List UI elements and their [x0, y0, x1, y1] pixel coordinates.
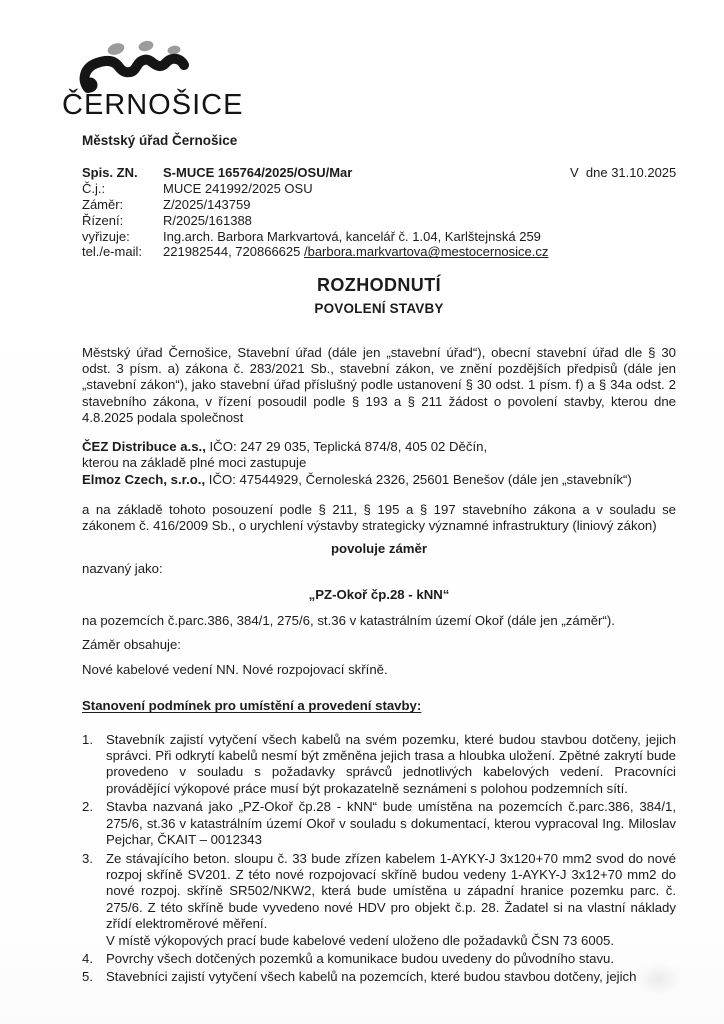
named-as-label: nazvaný jako: — [82, 561, 163, 577]
condition-item-1 — [82, 732, 676, 798]
meta-label: Záměr: — [82, 197, 124, 212]
contact-officer: Ing.arch. Barbora Markvartová, kancelář č. 1.04, Karlštejnská 259 — [163, 228, 541, 244]
parcels-line: na pozemcích č.parc.386, 384/1, 275/6, st.36 v katastrálním území Okoř (dále jen „záměr“). — [82, 613, 615, 629]
paragraph-intro: Městský úřad Černošice, Stavební úřad (dále jen „stavební úřad“), obecní stavební úřad dle § 30 odst. 3 písm. a) zákona č. 283/2021 Sb., stavební zákon, ve znění pozdějších předpisů (dále jen „stavební zákon“), jako stavební úřad příslušný podle ustanovení § 30 odst. 1 písm. f) a § 34a odst. 2 stavebního zákona, v řízení posoudil podle § 193 a § 211 žádost o povolení stavby, kterou dne 4.8.2025 podala společnost — [82, 344, 676, 426]
logo — [62, 38, 724, 120]
condition-number: 4. — [82, 950, 93, 966]
paragraph-legal-basis: a na základě tohoto posouzení podle § 211, § 195 a § 197 stavebního zákona a v souladu se zákonem č. 416/2009 Sb., o urychlení výstavby strategicky významné infrastruktury (liniový zákon) — [82, 502, 676, 534]
meta-value: Z/2025/143759 — [163, 197, 251, 212]
document-title: ROZHODNUTÍ — [317, 275, 441, 296]
representative-details: IČO: 47544929, Černoleská 2326, 25601 Benešov (dále jen „stavebník“) — [205, 472, 632, 488]
applicant-name: ČEZ Distribuce a.s., — [82, 438, 206, 454]
condition-text — [106, 851, 676, 949]
contact-phone-email — [163, 244, 676, 260]
meta-label: Č.j.: — [82, 181, 106, 197]
contact-label-tel-email: tel./e-mail: — [82, 244, 142, 260]
authority-name: Městský úřad Černošice — [82, 133, 238, 148]
condition-item-3 — [82, 851, 676, 949]
title-block — [82, 275, 676, 317]
contact-email-link: /barbora.markvartova@mestocernosice.cz — [303, 244, 549, 260]
applicant-details: IČO: 247 29 035, Teplická 874/8, 405 02 Děčín, — [205, 438, 488, 454]
applicant-line — [82, 439, 676, 456]
document-date: V dne 31.10.2025 — [570, 165, 677, 181]
contact-values — [163, 229, 676, 261]
meta-row-zamer — [82, 197, 676, 213]
contains-text: Nové kabelové vedení NN. Nové rozpojovací skříně. — [82, 661, 388, 677]
document-subtitle: POVOLENÍ STAVBY — [314, 301, 444, 317]
condition-text-note: V místě výkopových prací bude kabelové vedení uloženo dle požadavků ČSN 73 6005. — [106, 932, 615, 948]
condition-number: 2. — [82, 799, 93, 815]
condition-item-4 — [82, 951, 676, 967]
contains-label: Záměr obsahuje: — [82, 637, 181, 653]
conditions-heading: Stanovení podmínek pro umístění a provedení stavby: — [82, 698, 422, 714]
condition-text: Stavebník zajistí vytyčení všech kabelů na svém pozemku, které budou stavbou dotčeny, jejich správci. Při odkrytí kabelů nesmí být změněna jejich trasa a hloubka uložení. Zpětné zakrytí bude provedeno v souladu s požadavky správců jednotlivých kabelových vedení. Pracovníci provádějící výkopové práce musí být prokazatelně seznámeni s polohou podzemních sítí. — [106, 731, 676, 796]
condition-text: Stavba nazvaná jako „PZ-Okoř čp.28 - kNN“ bude umístěna na pozemcích č.parc.386, 384/1, 275/6, st.36 v katastrálním území Okoř v souladu s dokumentací, kterou vypracoval Ing. Miloslav Pejchar, ČKAIT – 0012343 — [106, 799, 676, 848]
condition-text: Povrchy všech dotčených pozemků a komunikace budou uvedeny do původního stavu. — [106, 950, 615, 966]
reference-block — [82, 165, 676, 260]
meta-value: MUCE 241992/2025 OSU — [163, 181, 313, 197]
contact-phones: 221982544, 720866625 — [163, 244, 304, 260]
scan-artifact — [636, 962, 682, 996]
representative-line — [82, 472, 676, 489]
representation-line: kterou na základě plné moci zastupuje — [82, 455, 307, 471]
condition-number: 5. — [82, 969, 93, 985]
meta-row-cj — [82, 181, 676, 197]
permit-statement: povoluje záměr — [330, 540, 427, 556]
condition-text: Stavebníci zajistí vytyčení všech kabelů na pozemcích, které budou stavbou dotčeny, jejich — [106, 969, 637, 985]
project-name: „PZ-Okoř čp.28 - kNN“ — [308, 586, 450, 602]
conditions-list — [82, 732, 676, 986]
meta-row-rizeni — [82, 213, 676, 229]
condition-item-5 — [82, 969, 676, 985]
meta-label: Spis. ZN. — [82, 165, 138, 181]
wave-logo-icon — [78, 38, 190, 94]
meta-value: R/2025/161388 — [163, 212, 252, 228]
condition-number: 3. — [82, 850, 93, 866]
meta-row-contact — [82, 229, 676, 261]
contact-label-vyrizuje: vyřizuje: — [82, 228, 130, 244]
representative-name: Elmoz Czech, s.r.o., — [82, 472, 206, 488]
condition-text-main: Ze stávajícího beton. sloupu č. 33 bude zřízen kabelem 1-AYKY-J 3x120+70 mm2 svod do nové rozpoj skříně SV201. Z této nové rozpojovací skříně budou vedeny 1-AYKY-J 3x12+70 mm2 do nové rozpoj. skříně SR502/NKW2, která bude umístěna u západní hranice pozemku parc. č. 275/6. Z této skříně bude vyvedeno nové HDV pro objekt č.p. 28. Žadatel si na vlastní náklady zřídí elektroměrové měření. — [106, 850, 676, 932]
logo-wordmark: ČERNOŠICE — [62, 89, 244, 121]
meta-value: S-MUCE 165764/2025/OSU/Mar — [163, 165, 353, 181]
contact-labels — [82, 229, 163, 261]
condition-item-2 — [82, 799, 676, 848]
meta-label: Řízení: — [82, 212, 124, 228]
condition-number: 1. — [82, 731, 93, 747]
parties-block — [82, 439, 676, 489]
